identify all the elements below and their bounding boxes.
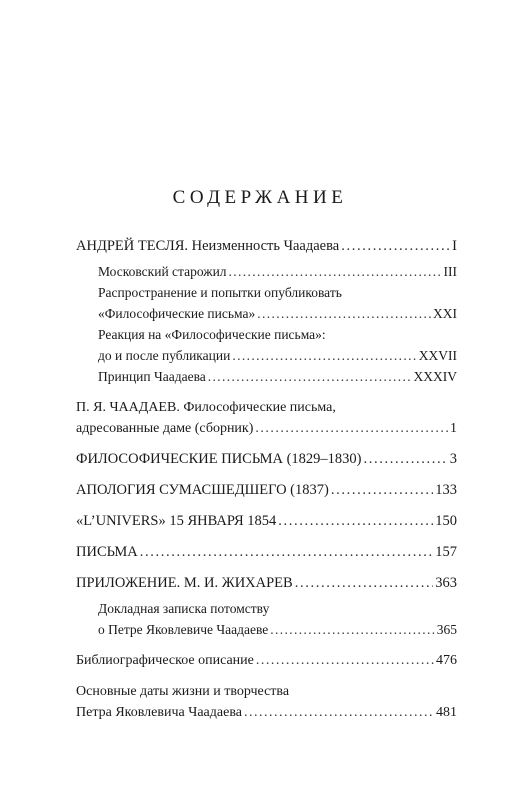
toc-subentry-title-line1: Реакция на «Философические письма»: [98,327,326,342]
toc-subentries [76,598,457,640]
toc-line [76,650,457,671]
toc-page-number: 365 [436,622,457,637]
leader-dots [255,418,448,439]
toc-entry-title: ФИЛОСОФИЧЕСКИЕ ПИСЬМА (1829–1830) [76,451,362,467]
leader-dots [331,480,433,501]
toc-line [76,573,457,594]
toc-entry-apology [76,480,457,501]
toc-subentry [98,303,457,324]
toc-page-number: I [452,238,457,254]
toc-entry-chaadaev [76,397,457,439]
leader-dots [257,303,431,324]
toc-entry-title: «L’UNIVERS» 15 ЯНВАРЯ 1854 [76,513,277,529]
toc-subentry-title: до и после публикации [98,348,231,363]
toc-entry-title: ПРИЛОЖЕНИЕ. М. И. ЖИХАРЕВ [76,575,293,591]
toc-entry-title: адресованные даме (сборник) [76,421,254,436]
leader-dots [364,449,448,470]
toc-entry-title: Библиографическое описание [76,653,254,668]
toc-entry-title: АПОЛОГИЯ СУМАСШЕДШЕГО (1837) [76,482,329,498]
toc-page-number: III [443,264,457,279]
toc-line [76,236,457,257]
toc-subentry [98,366,457,387]
toc-page-number: XXI [433,306,457,321]
toc-entry-title-line1: Основные даты жизни и творчества [76,684,290,699]
toc-entry-title: АНДРЕЙ ТЕСЛЯ. Неизменность Чаадаева [76,238,340,254]
leader-dots [256,650,434,671]
toc-line [76,449,457,470]
leader-dots [278,511,433,532]
toc-entry-teslya [76,236,457,387]
toc-entry-title-line1: П. Я. ЧААДАЕВ. Философические письма, [76,400,336,415]
toc-line [76,542,457,563]
toc-page-number: XXVII [418,348,457,363]
leader-dots [229,261,442,282]
leader-dots [244,702,434,723]
toc-entry-title: Петра Яковлевича Чаадаева [76,705,242,720]
toc-subentry [98,345,457,366]
toc-page-number: 150 [435,513,457,529]
toc-subentry-title: Московский старожил [98,264,227,279]
toc-subentries [76,261,457,387]
toc-page-number: XXXIV [413,369,457,384]
leader-dots [270,619,434,640]
toc-page-number: 481 [436,705,457,720]
toc-entry-univers [76,511,457,532]
toc-line [76,418,457,439]
leader-dots [341,236,450,257]
toc-subentry-title: «Философические письма» [98,306,256,321]
toc-page-number: 133 [435,482,457,498]
toc-page-number: 476 [436,653,457,668]
toc-entry-appendix [76,573,457,640]
toc-subentry [98,261,457,282]
page-title: СОДЕРЖАНИЕ [172,187,348,208]
toc-subentry [98,619,457,640]
leader-dots [208,366,412,387]
toc-page-number: 1 [450,421,457,436]
leader-dots [140,542,434,563]
toc-entry-letters [76,542,457,563]
toc-line [76,702,457,723]
toc-entry-dates [76,681,457,723]
toc-line [76,511,457,532]
leader-dots [232,345,416,366]
toc-subentry-title: Принцип Чаадаева [98,369,206,384]
toc-page-number: 363 [435,575,457,591]
toc-subentry-title-line1: Докладная записка потомству [98,601,270,616]
toc-subentry-title: о Петре Яковлевиче Чаадаеве [98,622,269,637]
toc-entry-letters-1829 [76,449,457,470]
toc-page-number: 3 [449,451,457,467]
toc-line [76,480,457,501]
table-of-contents [76,236,457,733]
toc-entry-title: ПИСЬМА [76,544,138,560]
toc-page-number: 157 [435,544,457,560]
leader-dots [295,573,434,594]
toc-subentry-title-line1: Распространение и попытки опубликовать [98,285,342,300]
toc-entry-bibliography [76,650,457,671]
